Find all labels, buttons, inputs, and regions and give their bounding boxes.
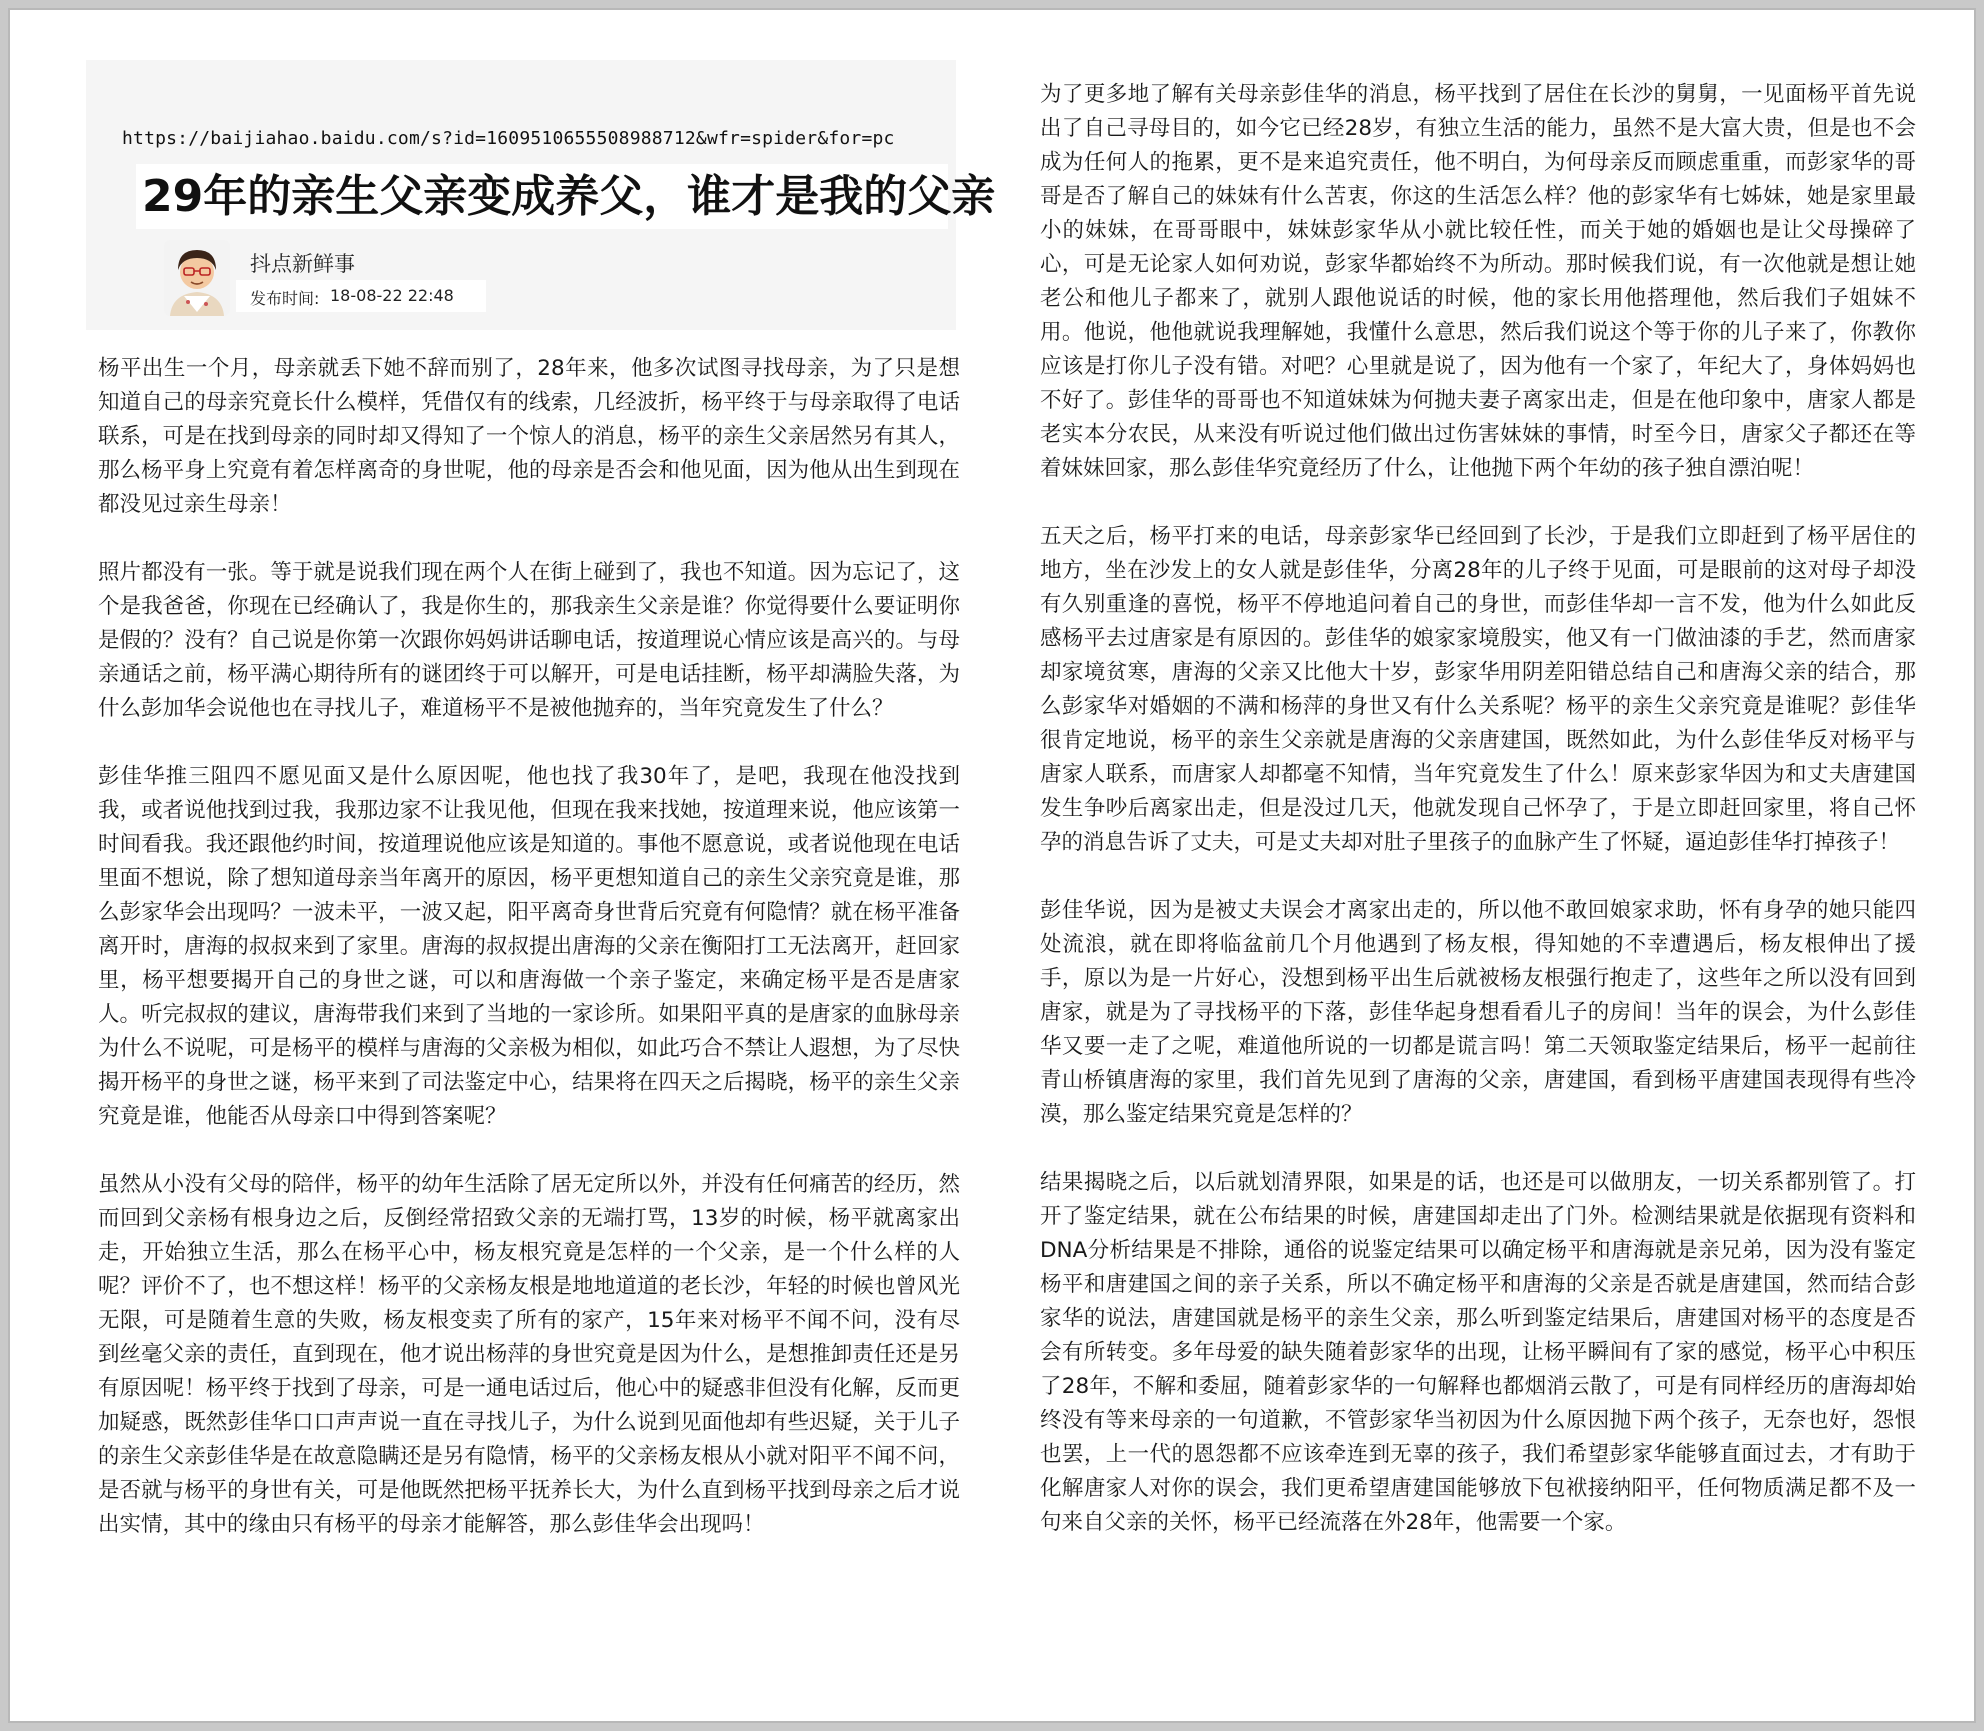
paragraph: 五天之后，杨平打来的电话，母亲彭家华已经回到了长沙，于是我们立即赶到了杨平居住的地方，坐在沙发上的女人就是彭佳华，分离28年的儿子终于见面，可是眼前的这对母子却没有久别重逢的喜悦，杨平不停地追问着自己的身世，而彭佳华却一言不发，他为什么如此反感杨平去过唐家是有原因的。彭佳华的娘家家境殷实，他又有一门做油漆的手艺，然而唐家却家境贫寒，唐海的父亲又比他大十岁，彭家华用阴差阳错总结自己和唐海父亲的结合，那么彭家华对婚姻的不满和杨萍的身世又有什么关系呢？杨平的亲生父亲究竟是谁呢？彭佳华很肯定地说，杨平的亲生父亲就是唐海的父亲唐建国，既然如此，为什么彭佳华反对杨平与唐家人联系，而唐家人却都毫不知情，当年究竟发生了什么！原来彭家华因为和丈夫唐建国发生争吵后离家出走，但是没过几天，他就发现自己怀孕了，于是立即赶回家里，将自己怀孕的消息告诉了丈夫，可是丈夫却对肚子里孩子的血脉产生了怀疑，逼迫彭佳华打掉孩子！ xyxy=(1040,524,1916,855)
paragraph: 结果揭晓之后，以后就划清界限，如果是的话，也还是可以做朋友，一切关系都别管了。打开了鉴定结果，就在公布结果的时候，唐建国却走出了门外。检测结果就是依据现有资料和DNA分析结果是不排除，通俗的说鉴定结果可以确定杨平和唐海就是亲兄弟，因为没有鉴定杨平和唐建国之间的亲子关系，所以不确定杨平和唐海的父亲是否就是唐建国，然而结合彭家华的说法，唐建国就是杨平的亲生父亲，那么听到鉴定结果后，唐建国对杨平的态度是否会有所转变。多年母爱的缺失随着彭家华的出现，让杨平瞬间有了家的感觉，杨平心中积压了28年，不解和委屈，随着彭家华的一句解释也都烟消云散了，可是有同样经历的唐海却始终没有等来母亲的一句道歉，不管彭家华当初因为什么原因抛下两个孩子，无奈也好，怨恨也罢，上一代的恩怨都不应该牵连到无辜的孩子，我们希望彭家华能够直面过去，才有助于化解唐家人对你的误会，我们更希望唐建国能够放下包袱接纳阳平，任何物质满足都不及一句来自父亲的关怀，杨平已经流落在外28年，他需要一个家。 xyxy=(1040,1170,1916,1535)
page-frame xyxy=(8,8,1976,1723)
paragraph: 彭佳华说，因为是被丈夫误会才离家出走的，所以他不敢回娘家求助，怀有身孕的她只能四处流浪，就在即将临盆前几个月他遇到了杨友根，得知她的不幸遭遇后，杨友根伸出了援手，原以为是一片好心，没想到杨平出生后就被杨友根强行抱走了，这些年之所以没有回到唐家，就是为了寻找杨平的下落，彭佳华起身想看看儿子的房间！当年的误会，为什么彭佳华又要一走了之呢，难道他所说的一切都是谎言吗！第二天领取鉴定结果后，杨平一起前往青山桥镇唐海的家里，我们首先见到了唐海的父亲，唐建国，看到杨平唐建国表现得有些冷漠，那么鉴定结果究竟是怎样的？ xyxy=(1040,898,1916,1127)
paragraph: 为了更多地了解有关母亲彭佳华的消息，杨平找到了居住在长沙的舅舅，一见面杨平首先说出了自己寻母目的，如今它已经28岁，有独立生活的能力，虽然不是大富大贵，但是也不会成为任何人的拖累，更不是来追究责任，他不明白，为何母亲反而顾虑重重，而彭家华的哥哥是否了解自己的妹妹有什么苦衷，你这的生活怎么样？他的彭家华有七姊妹，她是家里最小的妹妹，在哥哥眼中，妹妹彭家华从小就比较任性，而关于她的婚姻也是让父母操碎了心，可是无论家人如何劝说，彭家华都始终不为所动。那时候我们说，有一次他就是想让她老公和他儿子都来了，就别人跟他说话的时候，他的家长用他搭理他，然后我们子姐妹不用。他说，他他就说我理解她，我懂什么意思，然后我们说这个等于你的儿子来了，你教你应该是打你儿子没有错。对吧？心里就是说了，因为他有一个家了，年纪大了，身体妈妈也不好了。彭佳华的哥哥也不知道妹妹为何抛夫妻子离家出走，但是在他印象中，唐家人都是老实本分农民，从来没有听说过他们做出过伤害妹妹的事情，时至今日，唐家父子都还在等着妹妹回家，那么彭佳华究竟经历了什么，让他抛下两个年幼的孩子独自漂泊呢！ xyxy=(1040,82,1916,481)
publish-label: 发布时间: xyxy=(250,289,320,308)
paragraph: 杨平出生一个月，母亲就丢下她不辞而别了，28年来，他多次试图寻找母亲，为了只是想知道自己的母亲究竟长什么模样，凭借仅有的线索，几经波折，杨平终于与母亲取得了电话联系，可是在找到母亲的同时却又得知了一个惊人的消息，杨平的亲生父亲居然另有其人，那么杨平身上究竟有着怎样离奇的身世呢，他的母亲是否会和他见面，因为他从出生到现在都没见过亲生母亲！ xyxy=(98,356,960,517)
paragraph: 照片都没有一张。等于就是说我们现在两个人在街上碰到了，我也不知道。因为忘记了，这个是我爸爸，你现在已经确认了，我是你生的，那我亲生父亲是谁？你觉得要什么要证明你是假的？没有？自己说是你第一次跟你妈妈讲话聊电话，按道理说心情应该是高兴的。与母亲通话之前，杨平满心期待所有的谜团终于可以解开，可是电话挂断，杨平却满脸失落，为什么彭加华会说他也在寻找儿子，难道杨平不是被他抛弃的，当年究竟发生了什么？ xyxy=(98,560,960,721)
cartoon-man-avatar-icon xyxy=(164,240,230,316)
source-url: https://baijiahao.baidu.com/s?id=1609510655508988712&wfr=spider&for=pc xyxy=(122,128,895,149)
author-name: 抖点新鲜事 xyxy=(250,252,355,276)
right-article-body xyxy=(1040,78,1916,1540)
publish-time: 18-08-22 22:48 xyxy=(330,286,454,305)
article-header xyxy=(86,60,996,330)
left-column xyxy=(50,60,996,1542)
article-title: 29年的亲生父亲变成养父，谁才是我的父亲 xyxy=(136,164,948,229)
avatar xyxy=(164,240,230,316)
paragraph: 虽然从小没有父母的陪伴，杨平的幼年生活除了居无定所以外，并没有任何痛苦的经历，然而回到父亲杨有根身边之后，反倒经常招致父亲的无端打骂，13岁的时候，杨平就离家出走，开始独立生活，那么在杨平心中，杨友根究竟是怎样的一个父亲，是一个什么样的人呢？评价不了，也不想这样！杨平的父亲杨友根是地地道道的老长沙，年轻的时候也曾风光无限，可是随着生意的失败，杨友根变卖了所有的家产，15年来对杨平不闻不问，没有尽到丝毫父亲的责任，直到现在，他才说出杨萍的身世究竟是因为什么，是想推卸责任还是另有原因呢！杨平终于找到了母亲，可是一通电话过后，他心中的疑惑非但没有化解，反而更加疑惑，既然彭佳华口口声声说一直在寻找儿子，为什么说到见面他却有些迟疑，关于儿子的亲生父亲彭佳华是在故意隐瞒还是另有隐情，杨平的父亲杨友根从小就对阳平不闻不问，是否就与杨平的身世有关，可是他既然把杨平抚养长大，为什么直到杨平找到母亲之后才说出实情，其中的缘由只有杨平的母亲才能解答，那么彭佳华会出现吗！ xyxy=(98,1172,960,1537)
left-article-body xyxy=(50,352,980,1542)
paragraph: 彭佳华推三阻四不愿见面又是什么原因呢，他也找了我30年了，是吧，我现在他没找到我，或者说他找到过我，我那边家不让我见他，但现在我来找她，按道理来说，他应该第一时间看我。我还跟他约时间，按道理说他应该是知道的。事他不愿意说，或者说他现在电话里面不想说，除了想知道母亲当年离开的原因，杨平更想知道自己的亲生父亲究竟是谁，那么彭家华会出现吗？一波未平，一波又起，阳平离奇身世背后究竟有何隐情？就在杨平准备离开时，唐海的叔叔来到了家里。唐海的叔叔提出唐海的父亲在衡阳打工无法离开，赶回家里，杨平想要揭开自己的身世之谜，可以和唐海做一个亲子鉴定，来确定杨平是否是唐家人。听完叔叔的建议，唐海带我们来到了当地的一家诊所。如果阳平真的是唐家的血脉母亲为什么不说呢，可是杨平的模样与唐海的父亲极为相似，如此巧合不禁让人遐想，为了尽快揭开杨平的身世之谜，杨平来到了司法鉴定中心，结果将在四天之后揭晓，杨平的亲生父亲究竟是谁，他能否从母亲口中得到答案呢？ xyxy=(98,764,960,1129)
